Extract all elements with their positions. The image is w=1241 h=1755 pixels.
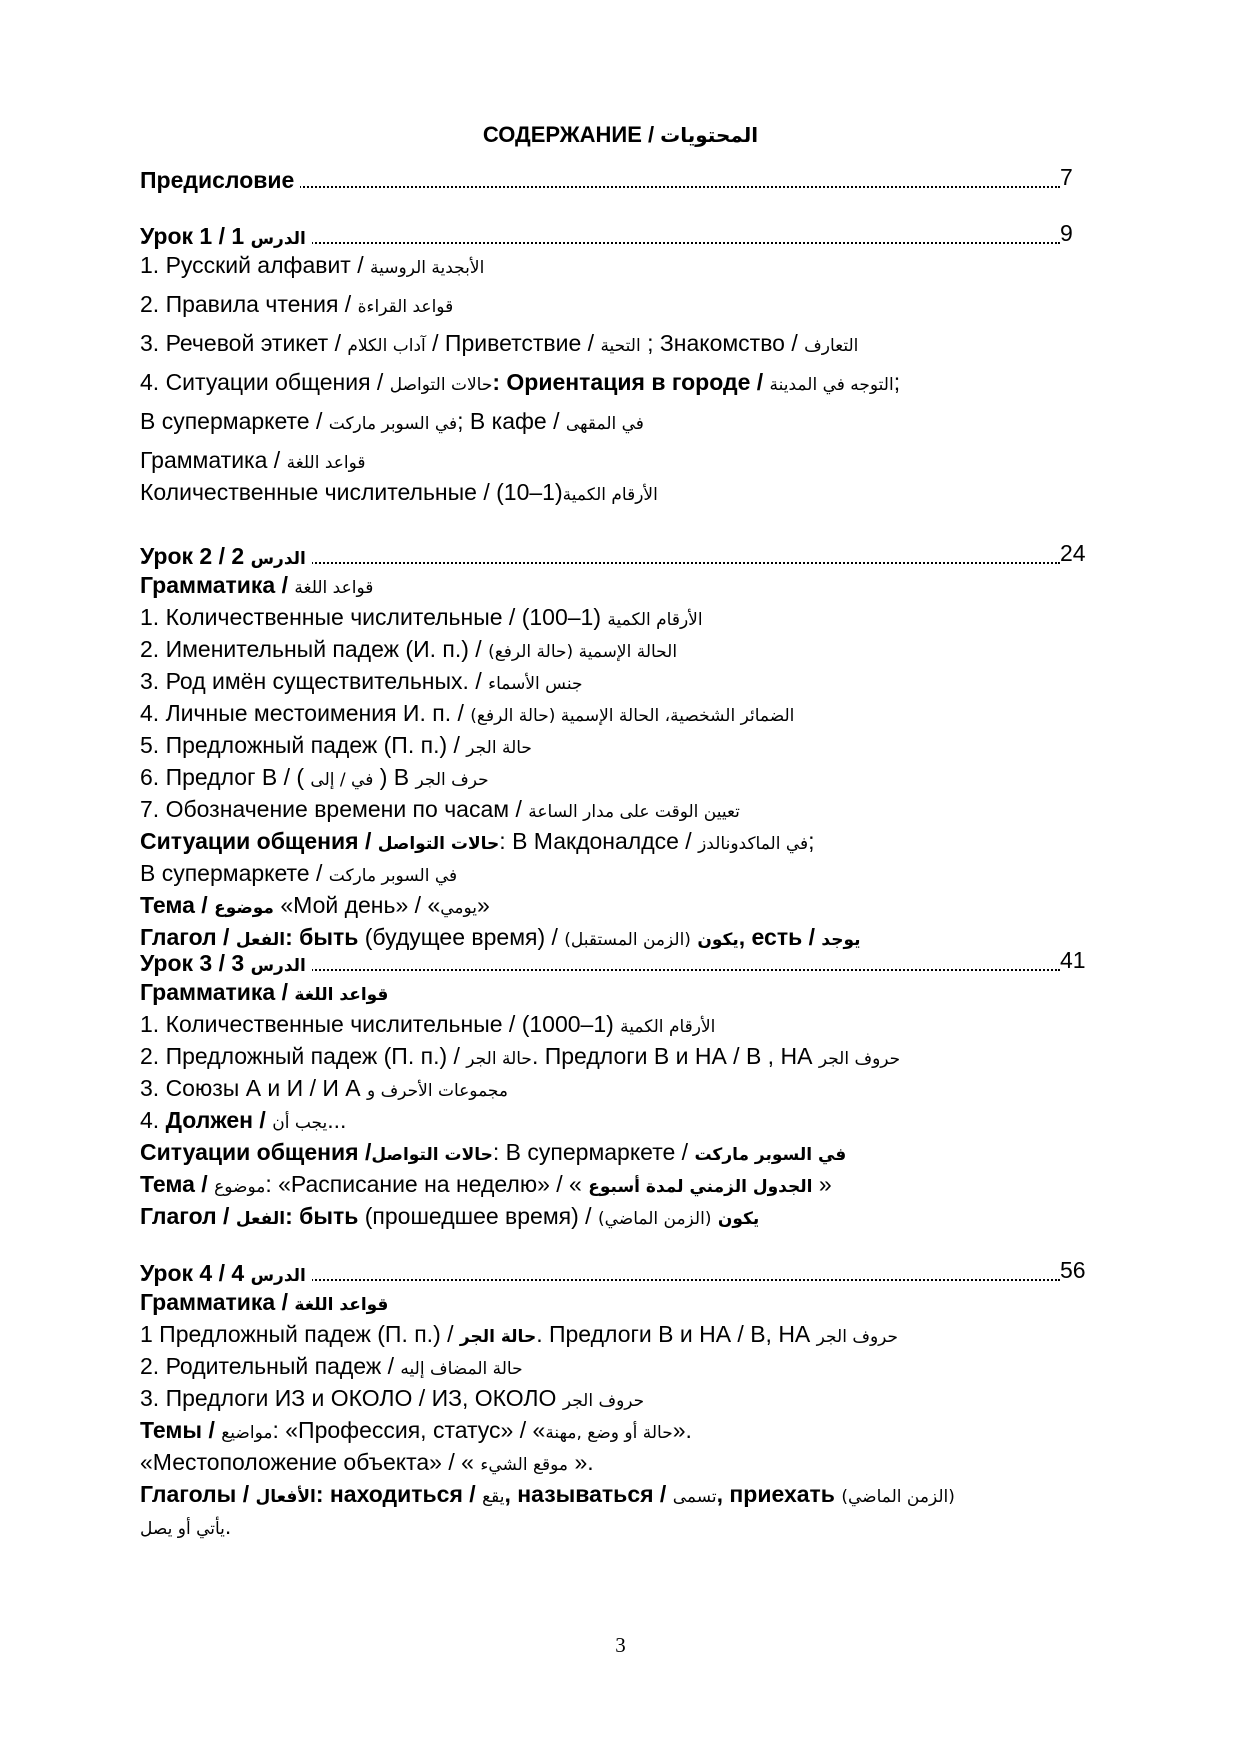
- toc-line: يأتي أو يصل.: [140, 1513, 232, 1539]
- toc-line: 4. Ситуации общения / حالات التواصل: Ориентация в городе / التوجه في المدينة;: [140, 369, 901, 395]
- toc-line: Ситуации общения / حالات التواصل: В Макдоналдсе / في الماكدونالدز;: [140, 828, 815, 854]
- toc-line: Количественные числительные / (10–1)الأرقام الكمية: [140, 479, 658, 505]
- toc-entry-lesson-1: [140, 220, 1073, 510]
- toc-heading: Урок 3 / 3 الدرس 41: [140, 949, 1060, 978]
- toc-page-number: 7: [1060, 164, 1073, 190]
- toc-heading: Урок 2 / 2 الدرس 24: [140, 542, 1060, 571]
- toc-line: «Местоположение объекта» / « موقع الشيء ».: [140, 1449, 594, 1475]
- toc-line: Глагол / الفعل: быть (будущее время) / يكون (الزمن المستقبل) , есть / يوجد: [140, 924, 861, 950]
- toc-line: 3. Род имён существительных. / جنس الأسماء: [140, 668, 583, 694]
- toc-line: Грамматика / قواعد اللغة: [140, 572, 374, 598]
- title-ar: المحتويات: [660, 123, 759, 147]
- toc-line: Грамматика / قواعد اللغة: [140, 979, 389, 1005]
- toc-line: 5. Предложный падеж (П. п.) / حالة الجر: [140, 732, 532, 758]
- toc-heading: Урок 4 / 4 الدرس 56: [140, 1259, 1060, 1288]
- toc-entry-preface: [140, 164, 1073, 195]
- toc-page-number: 41: [1060, 947, 1086, 973]
- toc-heading: [140, 220, 1073, 251]
- toc-entry-lesson-4: [140, 1257, 1086, 1544]
- toc-line: 2. Предложный падеж (П. п.) / حالة الجر. Предлоги В и НА / В , НА حروف الجر: [140, 1043, 901, 1069]
- toc-line: Глагол / الفعل: быть (прошедшее время) / يكون (الزمن الماضي): [140, 1203, 760, 1229]
- toc-label: Предисловие: [140, 167, 300, 193]
- toc-line: Тема / موضوع: «Расписание на неделю» / « الجدول الزمني لمدة أسبوع »: [140, 1171, 832, 1197]
- toc-line: Грамматика / قواعد اللغة: [140, 447, 366, 473]
- toc-heading: [140, 164, 1073, 195]
- toc-line: 1. Количественные числительные / (100–1) الأرقام الكمية: [140, 604, 703, 630]
- toc-page-number: 56: [1060, 1257, 1086, 1283]
- page-title: [0, 122, 1241, 148]
- toc-line: В супермаркете / في السوبر ماركت; В кафе / في المقهى: [140, 408, 644, 434]
- toc-line: 1. Количественные числительные / (1000–1) الأرقام الكمية: [140, 1011, 716, 1037]
- toc-line: 4. Должен / يجب أن...: [140, 1107, 347, 1133]
- lesson-label: Урок 1 / 1: [140, 223, 245, 249]
- toc-line: 4. Личные местоимения И. п. / الضمائر الشخصية، الحالة الإسمية (حالة الرفع): [140, 700, 795, 726]
- toc-line: 2. Именительный падеж (И. п.) / الحالة الإسمية (حالة الرفع): [140, 636, 678, 662]
- toc-line: Глаголы / الأفعال: находиться / يقع, называться / تسمى, приехать (الزمن الماضي): [140, 1481, 955, 1507]
- toc-line: 3. Речевой этикет / آداب الكلام / Приветствие / التحية ; Знакомство / التعارف: [140, 330, 859, 356]
- toc-line: Тема / موضوع «Мой день» / «يومي»: [140, 892, 490, 918]
- toc-line: 3. Предлоги ИЗ и ОКОЛО / ИЗ, ОКОЛО حروف الجر: [140, 1385, 645, 1411]
- lesson-label-ar: الدرس: [250, 229, 306, 249]
- toc-entry-lesson-2: [140, 540, 1086, 955]
- page-number: 3: [615, 1633, 626, 1657]
- toc-line: 2. Родительный падеж / حالة المضاف إليه: [140, 1353, 523, 1379]
- toc-line: 2. Правила чтения / قواعد القراءة: [140, 291, 454, 317]
- toc-line: 1. Русский алфавит / الأبجدية الروسية: [140, 252, 485, 278]
- toc-line: 3. Союзы А и И / И А مجموعات الأحرف و: [140, 1075, 508, 1101]
- toc-line: Грамматика / قواعد اللغة: [140, 1289, 389, 1315]
- title-ru: СОДЕРЖАНИЕ /: [482, 122, 655, 147]
- toc-line: 7. Обозначение времени по часам / تعيين الوقت على مدار الساعة: [140, 796, 740, 822]
- toc-line: 1 Предложный падеж (П. п.) / حالة الجر. Предлоги В и НА / В, НА حروف الجر: [140, 1321, 899, 1347]
- toc-page-number: 9: [1060, 220, 1073, 246]
- toc-line: Темы / مواضيع: «Профессия, статус» / «حالة أو وضع ,مهنة».: [140, 1417, 692, 1443]
- toc-entry-lesson-3: [140, 947, 1086, 1234]
- toc-line: 6. Предлог В / ( في / إلى ) В حرف الجر: [140, 764, 489, 790]
- toc-line: Ситуации общения /حالات التواصل: В супермаркете / في السوبر ماركت: [140, 1139, 847, 1165]
- toc-line: В супермаркете / في السوبر ماركت: [140, 860, 458, 886]
- toc-page-number: 24: [1060, 540, 1086, 566]
